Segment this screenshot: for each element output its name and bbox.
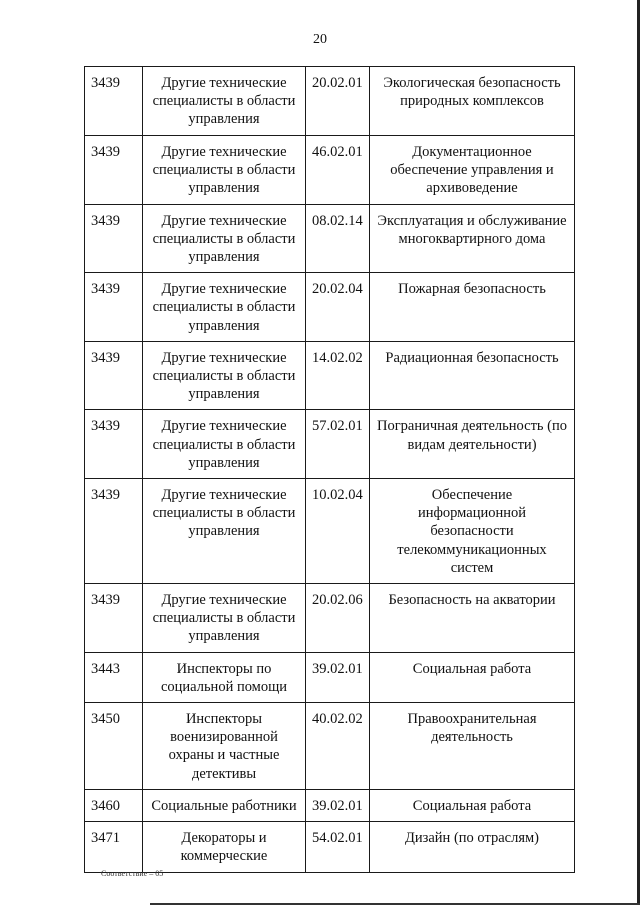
specialty-name: Правоохранительная деятельность xyxy=(370,703,575,790)
table-row xyxy=(85,341,575,410)
specialty-code: 08.02.14 xyxy=(306,204,370,273)
occupation-code: 3443 xyxy=(85,652,143,702)
specialty-name: Социальная работа xyxy=(370,652,575,702)
table-row xyxy=(85,822,575,872)
occupation-code: 3450 xyxy=(85,703,143,790)
occupation-name: Другие технические специалисты в области управления xyxy=(143,341,306,410)
table-row xyxy=(85,584,575,653)
specialty-code: 20.02.06 xyxy=(306,584,370,653)
occupation-name: Инспекторы по социальной помощи xyxy=(143,652,306,702)
specialty-name: Обеспечение информационной безопасности телекоммуникационных систем xyxy=(370,479,575,584)
occupation-code: 3439 xyxy=(85,479,143,584)
occupation-name: Инспекторы военизированной охраны и частные детективы xyxy=(143,703,306,790)
occupation-code: 3439 xyxy=(85,341,143,410)
occupation-code: 3439 xyxy=(85,273,143,342)
specialty-code: 20.02.01 xyxy=(306,67,370,136)
specialty-code: 10.02.04 xyxy=(306,479,370,584)
occupation-code: 3460 xyxy=(85,789,143,821)
table-row xyxy=(85,789,575,821)
occupation-code: 3471 xyxy=(85,822,143,872)
occupation-code: 3439 xyxy=(85,584,143,653)
specialty-code: 14.02.02 xyxy=(306,341,370,410)
table-row xyxy=(85,67,575,136)
specialty-name: Безопасность на акватории xyxy=(370,584,575,653)
table-row xyxy=(85,273,575,342)
table-row xyxy=(85,703,575,790)
page-number: 20 xyxy=(313,32,327,47)
specialty-name: Пограничная деятельность (по видам деятельности) xyxy=(370,410,575,479)
occupation-name: Социальные работники xyxy=(143,789,306,821)
occupations-table xyxy=(84,66,575,873)
specialty-code: 39.02.01 xyxy=(306,652,370,702)
occupation-code: 3439 xyxy=(85,136,143,205)
specialty-code: 46.02.01 xyxy=(306,136,370,205)
specialty-name: Документационное обеспечение управления и архивоведение xyxy=(370,136,575,205)
occupation-code: 3439 xyxy=(85,410,143,479)
occupation-name: Другие технические специалисты в области управления xyxy=(143,584,306,653)
specialty-name: Пожарная безопасность xyxy=(370,273,575,342)
table-row xyxy=(85,136,575,205)
specialty-name: Экологическая безопасность природных комплексов xyxy=(370,67,575,136)
table-row xyxy=(85,652,575,702)
specialty-code: 40.02.02 xyxy=(306,703,370,790)
specialty-name: Дизайн (по отраслям) xyxy=(370,822,575,872)
occupation-name: Другие технические специалисты в области управления xyxy=(143,273,306,342)
specialty-name: Социальная работа xyxy=(370,789,575,821)
specialty-name: Радиационная безопасность xyxy=(370,341,575,410)
occupation-name: Декораторы и коммерческие xyxy=(143,822,306,872)
occupation-name: Другие технические специалисты в области управления xyxy=(143,479,306,584)
occupation-name: Другие технические специалисты в области управления xyxy=(143,136,306,205)
table-row xyxy=(85,204,575,273)
occupation-code: 3439 xyxy=(85,204,143,273)
occupation-name: Другие технические специалисты в области управления xyxy=(143,204,306,273)
table-row xyxy=(85,479,575,584)
occupation-name: Другие технические специалисты в области управления xyxy=(143,410,306,479)
specialty-code: 54.02.01 xyxy=(306,822,370,872)
footer-note: Соответствие – 05 xyxy=(101,869,164,878)
specialty-code: 20.02.04 xyxy=(306,273,370,342)
specialty-name: Эксплуатация и обслуживание многоквартирного дома xyxy=(370,204,575,273)
occupation-name: Другие технические специалисты в области управления xyxy=(143,67,306,136)
occupation-code: 3439 xyxy=(85,67,143,136)
table-row xyxy=(85,410,575,479)
specialty-code: 39.02.01 xyxy=(306,789,370,821)
specialty-code: 57.02.01 xyxy=(306,410,370,479)
